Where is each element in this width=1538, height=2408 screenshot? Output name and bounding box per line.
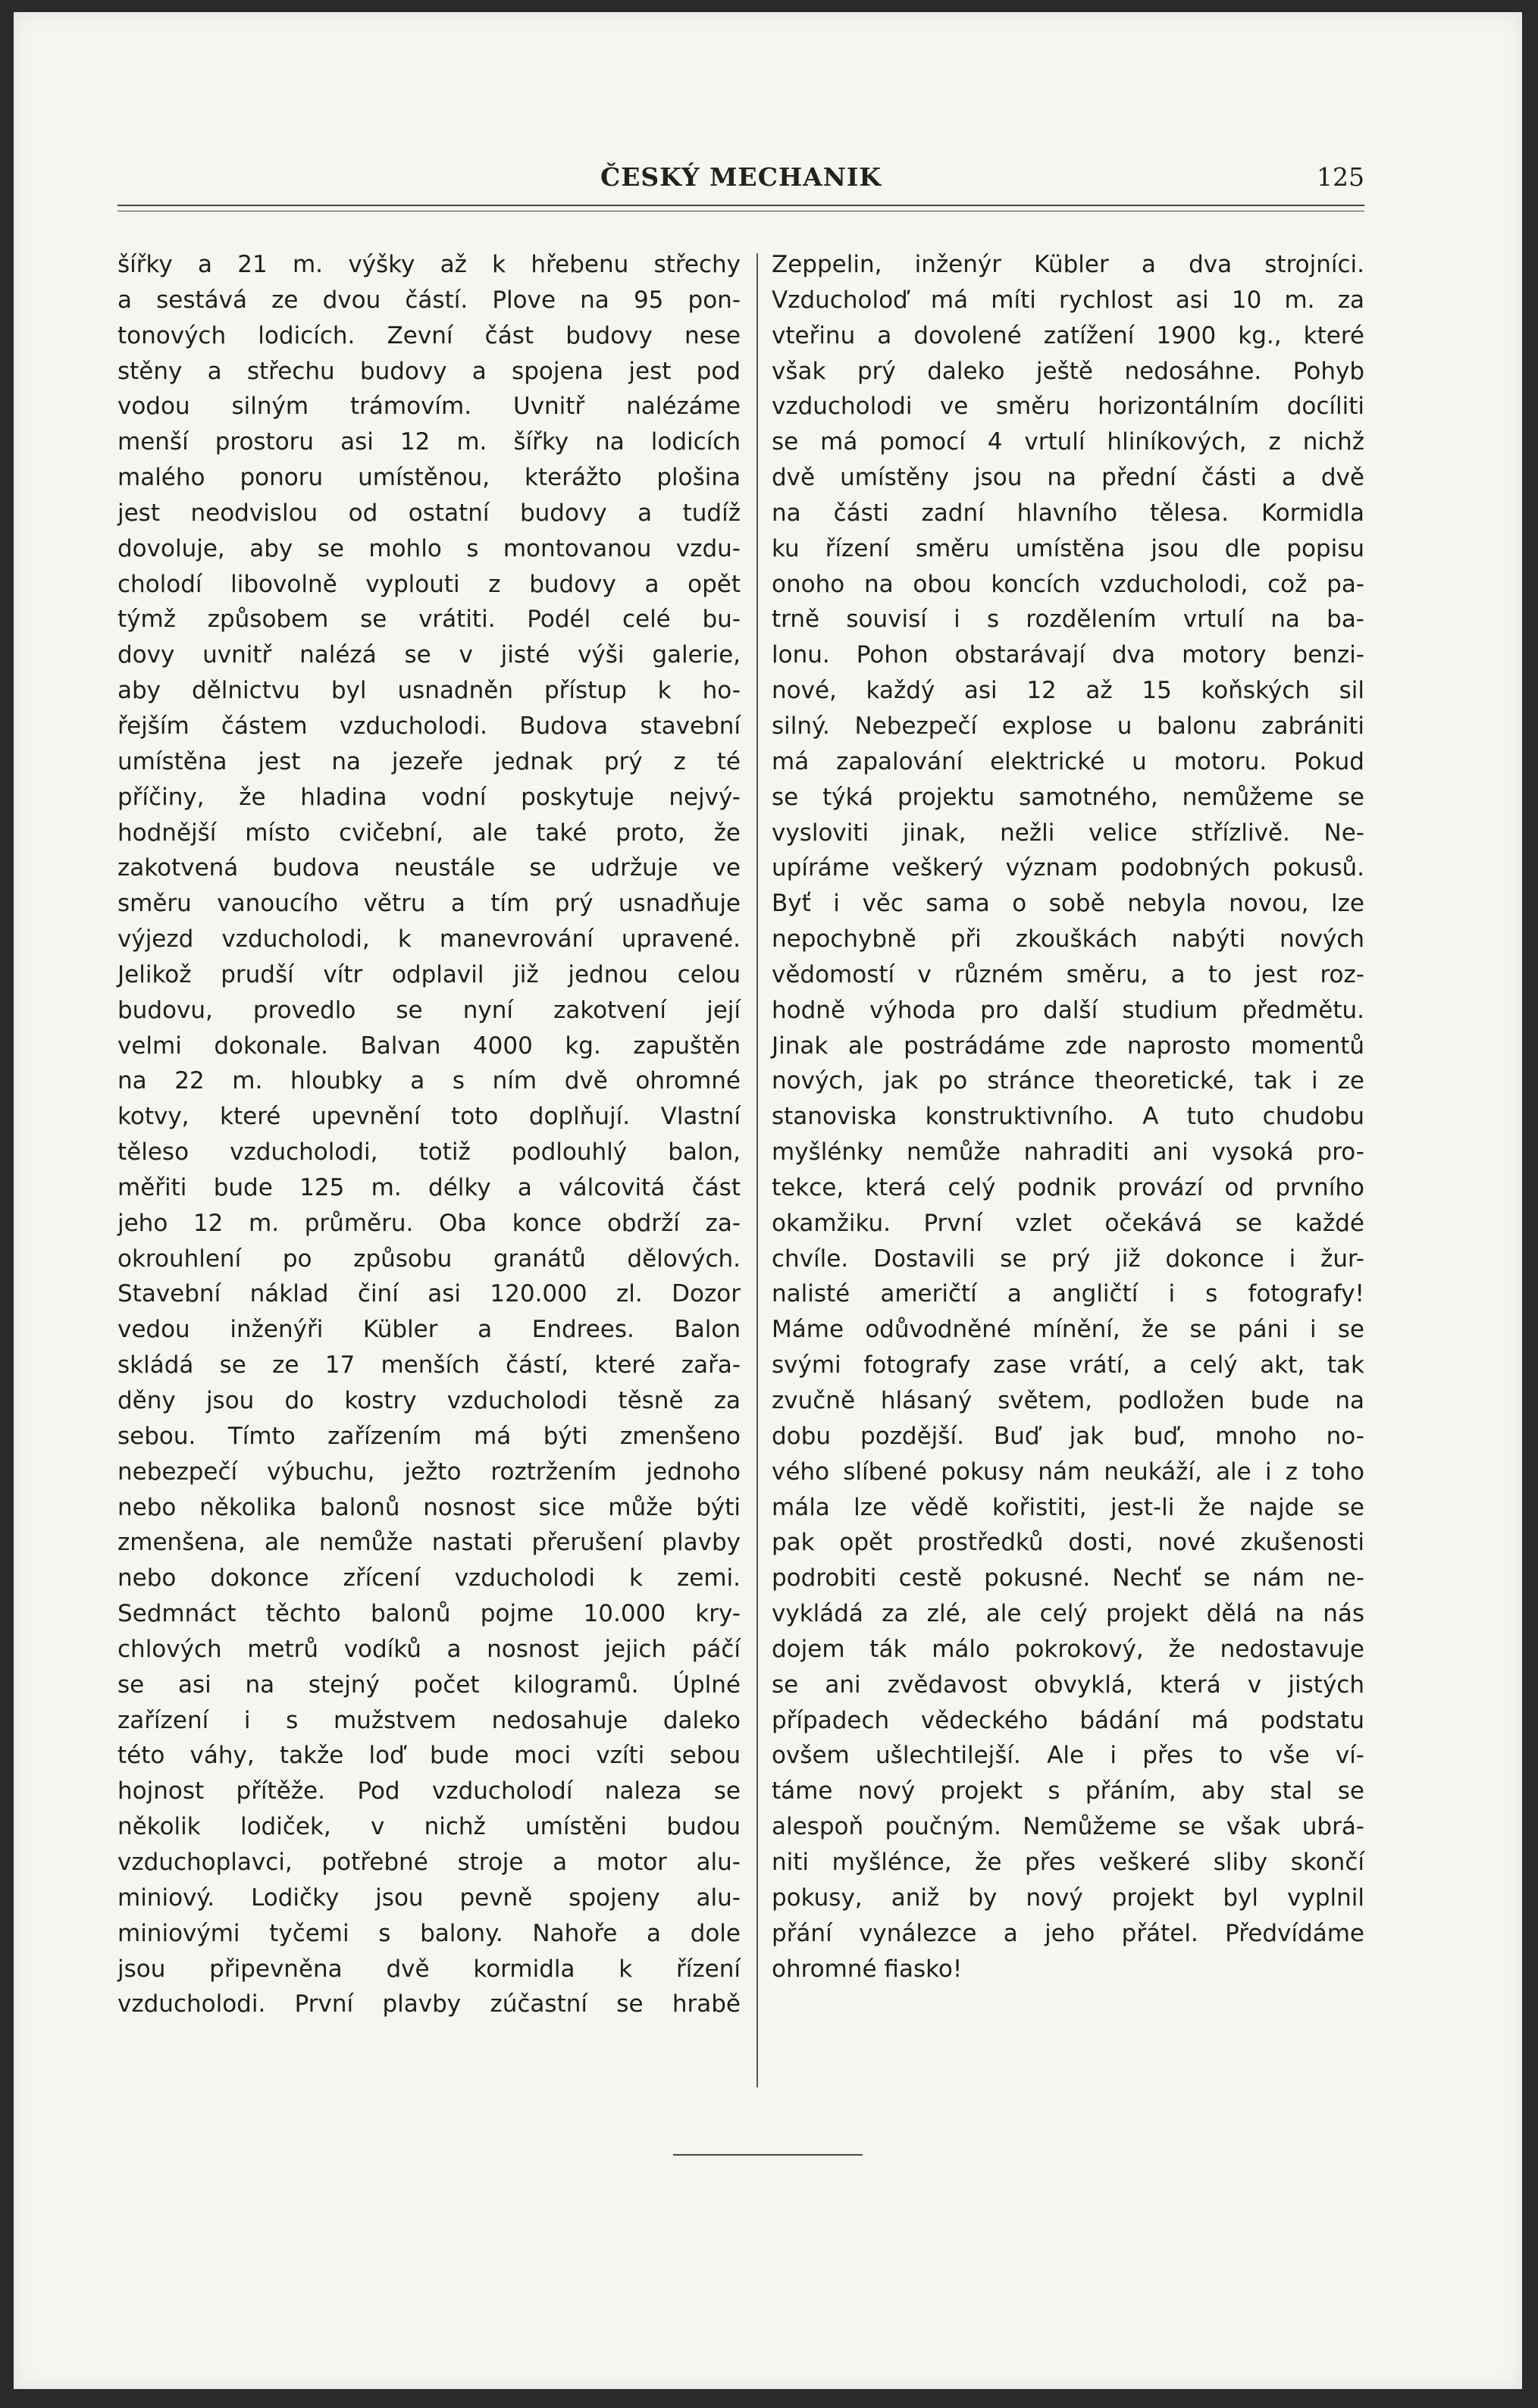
- text-line: Stavební náklad činí asi 120.000 zl. Dozor: [117, 1280, 741, 1308]
- text-line: tonových lodicích. Zevní část budovy nese: [117, 321, 741, 349]
- text-line: skládá se ze 17 menších částí, které zařa-: [117, 1351, 741, 1379]
- text-line: šířky a 21 m. výšky až k hřebenu střechy: [117, 251, 741, 278]
- text-line: děny jsou do kostry vzducholodi těsně za: [117, 1387, 741, 1414]
- text-line: vědomostí v různém směru, a to jest roz-: [772, 960, 1364, 988]
- text-line: nalisté američtí a angličtí i s fotografy!: [772, 1280, 1364, 1308]
- text-line: se má pomocí 4 vrtulí hliníkových, z nichž: [772, 428, 1364, 456]
- text-line: nebo několika balonů nosnost sice může býti: [117, 1493, 741, 1521]
- text-line: vteřinu a dovolené zatížení 1900 kg., které: [772, 321, 1364, 349]
- text-line: silný. Nebezpečí explose u balonu zabrániti: [772, 712, 1364, 740]
- text-line: této váhy, takže loď bude moci vzíti sebou: [117, 1742, 741, 1770]
- text-line: na 22 m. hloubky a s ním dvě ohromné: [117, 1067, 741, 1095]
- text-line: vzducholodi. První plavby zúčastní se hrabě: [117, 1990, 741, 2018]
- text-line: nepochybně při zkouškách nabýti nových: [772, 925, 1364, 953]
- text-line: zmenšena, ale nemůže nastati přerušení plavby: [117, 1529, 741, 1557]
- text-line: podrobiti cestě pokusné. Nechť se nám ne-: [772, 1564, 1364, 1592]
- text-line: chlových metrů vodíků a nosnost jejich páčí: [117, 1635, 741, 1663]
- text-line: niti myšlénce, že přes veškeré sliby skončí: [772, 1848, 1364, 1876]
- text-line: má zapalování elektrické u motoru. Pokud: [772, 747, 1364, 775]
- text-line: Byť i věc sama o sobě nebyla novou, lze: [772, 890, 1364, 918]
- text-line: jest neodvislou od ostatní budovy a tudíž: [117, 499, 741, 527]
- text-line: vedou inženýři Kübler a Endrees. Balon: [117, 1316, 741, 1344]
- text-line: myšlénky nemůže nahraditi ani vysoká pro-: [772, 1138, 1364, 1166]
- running-title: ČESKÝ MECHANIK: [600, 162, 882, 192]
- text-line: stěny a střechu budovy a spojena jest pod: [117, 357, 741, 385]
- text-line: cholodí libovolně vyplouti z budovy a opět: [117, 570, 741, 598]
- text-line: se ani zvědavost obvyklá, která v jistých: [772, 1671, 1364, 1699]
- text-line: dovy uvnitř nalézá se v jisté výši galerie,: [117, 641, 741, 669]
- text-line: přání vynálezce a jeho přátel. Předvídáme: [772, 1919, 1364, 1947]
- text-line: řejším částem vzducholodi. Budova stavební: [117, 712, 741, 740]
- text-line: velmi dokonale. Balvan 4000 kg. zapuštěn: [117, 1032, 741, 1060]
- text-line: vého slíbené pokusy nám neukáží, ale i z toho: [772, 1458, 1364, 1486]
- text-line: hodně výhoda pro další studium předmětu.: [772, 996, 1364, 1024]
- text-line: onoho na obou koncích vzducholodi, což pa-: [772, 570, 1364, 598]
- text-line: pokusy, aniž by nový projekt byl vyplnil: [772, 1884, 1364, 1912]
- text-line: nebezpečí výbuchu, ježto roztržením jednoho: [117, 1458, 741, 1486]
- left-column: [117, 247, 741, 2022]
- text-line: upíráme veškerý význam podobných pokusů.: [772, 854, 1364, 882]
- text-line: nových, jak po stránce theoretické, tak i ze: [772, 1067, 1364, 1095]
- text-line: Zeppelin, inženýr Kübler a dva strojníci.: [772, 251, 1364, 278]
- text-line: vodou silným trámovím. Uvnitř nalézáme: [117, 393, 741, 421]
- text-line: okrouhlení po způsobu granátů dělových.: [117, 1245, 741, 1273]
- text-line: umístěna jest na jezeře jednak prý z té: [117, 747, 741, 775]
- text-line: tekce, která celý podnik provází od prvního: [772, 1173, 1364, 1201]
- text-line: Jelikož prudší vítr odplavil již jednou celou: [117, 960, 741, 988]
- text-line: těleso vzducholodi, totiž podlouhlý balon,: [117, 1138, 741, 1166]
- text-line: aby dělnictvu byl usnadněn přístup k ho-: [117, 677, 741, 705]
- end-rule: [673, 2154, 863, 2156]
- text-line: vysloviti jinak, nežli velice střízlivě. Ne-: [772, 819, 1364, 847]
- text-line: zvučně hlásaný světem, podložen bude na: [772, 1387, 1364, 1414]
- text-line: vzducholodi ve směru horizontálním docíliti: [772, 393, 1364, 421]
- text-line: táme nový projekt s přáním, aby stal se: [772, 1777, 1364, 1805]
- text-line: stanoviska konstruktivního. A tuto chudobu: [772, 1103, 1364, 1131]
- text-line: svými fotografy zase vrátí, a celý akt, tak: [772, 1351, 1364, 1379]
- text-line: budovu, provedlo se nyní zakotvení její: [117, 996, 741, 1024]
- text-line: miniový. Lodičky jsou pevně spojeny alu-: [117, 1884, 741, 1912]
- text-line: malého ponoru umístěnou, kterážto plošina: [117, 464, 741, 492]
- text-line: výjezd vzducholodi, k manevrování upravené.: [117, 925, 741, 953]
- text-line: několik lodiček, v nichž umístěni budou: [117, 1813, 741, 1841]
- text-line: alespoň poučným. Nemůžeme se však ubrá-: [772, 1813, 1364, 1841]
- text-line: zařízení i s mužstvem nedosahuje daleko: [117, 1706, 741, 1734]
- text-line: okamžiku. První vzlet očekává se každé: [772, 1209, 1364, 1237]
- text-line: Máme odůvodněné mínění, že se páni i se: [772, 1316, 1364, 1344]
- text-line: lonu. Pohon obstarávají dva motory benzi-: [772, 641, 1364, 669]
- header-rule: [117, 205, 1364, 206]
- text-line: mála lze vědě kořistiti, jest-li že najde se: [772, 1493, 1364, 1521]
- text-line: však prý daleko ještě nedosáhne. Pohyb: [772, 357, 1364, 385]
- text-line: ku řízení směru umístěna jsou dle popisu: [772, 534, 1364, 562]
- text-line: pak opět prostředků dosti, nové zkušenosti: [772, 1529, 1364, 1557]
- right-column: [772, 247, 1364, 1987]
- page-number: 125: [1317, 162, 1364, 192]
- text-line: vykládá za zlé, ale celý projekt dělá na nás: [772, 1600, 1364, 1628]
- text-line: trně souvisí i s rozdělením vrtulí na ba-: [772, 606, 1364, 634]
- page: [14, 12, 1522, 2389]
- text-line: kotvy, které upevnění toto doplňují. Vlastní: [117, 1103, 741, 1131]
- text-line: Jinak ale postrádáme zde naprosto momentů: [772, 1032, 1364, 1060]
- text-line: nové, každý asi 12 až 15 koňských sil: [772, 677, 1364, 705]
- column-divider: [756, 253, 758, 2087]
- text-line: hodnější místo cvičební, ale také proto, že: [117, 819, 741, 847]
- text-line: měřiti bude 125 m. délky a válcovitá část: [117, 1173, 741, 1201]
- text-line: menší prostoru asi 12 m. šířky na lodicích: [117, 428, 741, 456]
- text-line: zakotvená budova neustále se udržuje ve: [117, 854, 741, 882]
- text-line: miniovými tyčemi s balony. Nahoře a dole: [117, 1919, 741, 1947]
- text-line: ovšem ušlechtilejší. Ale i přes to vše ví-: [772, 1742, 1364, 1770]
- text-line: příčiny, že hladina vodní poskytuje nejvý-: [117, 783, 741, 811]
- text-line: se týká projektu samotného, nemůžeme se: [772, 783, 1364, 811]
- text-line: hojnost přítěže. Pod vzducholodí naleza se: [117, 1777, 741, 1805]
- text-line: nebo dokonce zřícení vzducholodi k zemi.: [117, 1564, 741, 1592]
- text-line: dvě umístěny jsou na přední části a dvě: [772, 464, 1364, 492]
- text-line: a sestává ze dvou částí. Plove na 95 pon-: [117, 286, 741, 314]
- text-line: ohromné fiasko!: [772, 1955, 963, 1983]
- text-line: jeho 12 m. průměru. Oba konce obdrží za-: [117, 1209, 741, 1237]
- text-line: jsou připevněna dvě kormidla k řízení: [117, 1955, 741, 1983]
- text-line: vzduchoplavci, potřebné stroje a motor alu-: [117, 1848, 741, 1876]
- text-line: se asi na stejný počet kilogramů. Úplné: [117, 1671, 741, 1699]
- text-line: chvíle. Dostavili se prý již dokonce i žur-: [772, 1245, 1364, 1273]
- text-line: směru vanoucího větru a tím prý usnadňuje: [117, 890, 741, 918]
- text-line: sebou. Tímto zařízením má býti zmenšeno: [117, 1422, 741, 1450]
- text-line: dovoluje, aby se mohlo s montovanou vzdu-: [117, 534, 741, 562]
- text-line: na části zadní hlavního tělesa. Kormidla: [772, 499, 1364, 527]
- text-line: Vzducholoď má míti rychlost asi 10 m. za: [772, 286, 1364, 314]
- text-line: dojem ták málo pokrokový, že nedostavuje: [772, 1635, 1364, 1663]
- text-line: Sedmnáct těchto balonů pojme 10.000 kry-: [117, 1600, 741, 1628]
- text-line: případech vědeckého bádání má podstatu: [772, 1706, 1364, 1734]
- text-line: dobu pozdější. Buď jak buď, mnoho no-: [772, 1422, 1364, 1450]
- page-header: [117, 153, 1364, 199]
- text-line: týmž způsobem se vrátiti. Podél celé bu-: [117, 606, 741, 634]
